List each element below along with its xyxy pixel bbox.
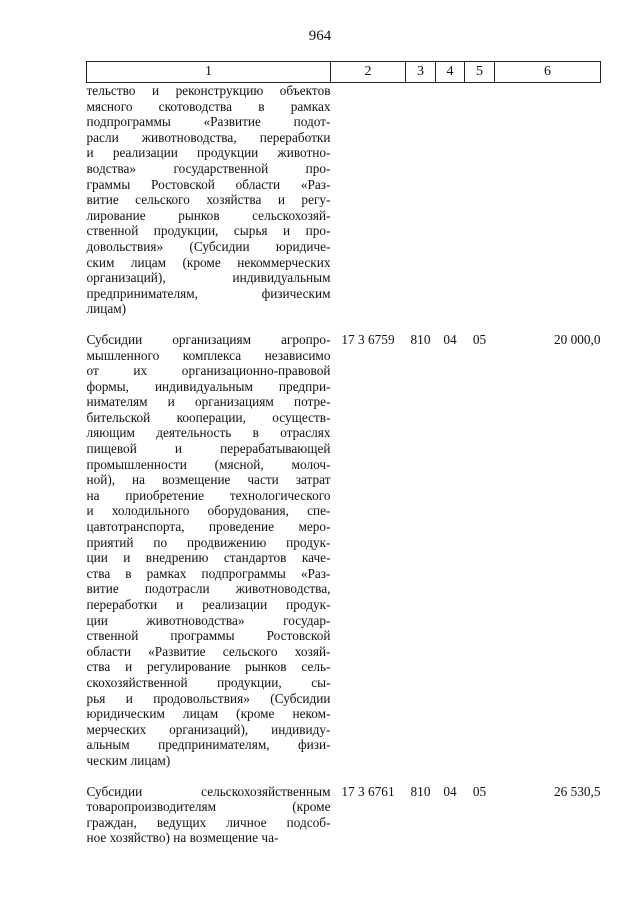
- target-article-code: 17 3 6759: [341, 331, 395, 347]
- description-line: граждан, ведущих личное подсоб-: [86, 814, 331, 830]
- column-header: 3: [406, 62, 436, 83]
- subsection-code: 05: [472, 331, 487, 347]
- description-line: мерческих организаций), индивиду-: [86, 721, 331, 737]
- row-spacer: [87, 769, 601, 784]
- section-code: 04: [443, 331, 457, 347]
- description-line: переработки и реализации продук-: [86, 597, 331, 612]
- description-line: расли животноводства, переработки: [86, 129, 331, 145]
- row-spacer: [87, 317, 601, 332]
- description-line: ной), на возмещение части затрат: [86, 472, 331, 488]
- expense-type-code: 810: [410, 783, 431, 799]
- description-line: ственной программы Ростовской: [86, 628, 331, 644]
- target-article-code: 17 3 6761: [341, 783, 395, 799]
- description-line: на приобретение технологического: [86, 487, 331, 503]
- description-line: организаций), индивидуальным: [86, 270, 331, 286]
- description-line: предпринимателям, физическим: [86, 285, 331, 301]
- description-line: от их организационно-правовой: [86, 363, 331, 379]
- description-line: ции и внедрению стандартов каче-: [86, 550, 331, 566]
- description-line: формы, индивидуальным предпри-: [86, 378, 331, 394]
- column-header: 5: [465, 62, 495, 83]
- table-row: [87, 784, 601, 846]
- description-line: ственной продукции, сырья и про-: [86, 223, 331, 239]
- description-line: витие сельского хозяйства и регу-: [86, 192, 331, 208]
- description-line: лицам): [86, 301, 127, 317]
- description-line: скохозяйственной продукции, сы-: [86, 674, 331, 690]
- page-number: 964: [308, 28, 332, 44]
- description-line: граммы Ростовской области «Раз-: [86, 176, 331, 192]
- section-code: 04: [443, 783, 457, 799]
- description-line: области «Развитие сельского хозяй-: [86, 643, 331, 659]
- description-line: приятий по продвижению продук-: [86, 534, 331, 550]
- description-line: Субсидии организациям агропро-: [86, 331, 331, 347]
- subsection-code: 05: [472, 783, 487, 799]
- table-header-row: [87, 62, 601, 83]
- amount-value: 26 530,5: [553, 783, 601, 799]
- description-line: довольствия» (Субсидии юридиче-: [86, 238, 331, 254]
- description-line: и реализации продукции животно-: [86, 145, 331, 161]
- description-line: мясного скотоводства в рамках: [86, 98, 331, 114]
- description-line: промышленности (мясной, молоч-: [86, 456, 331, 472]
- description-line: ским лицам (кроме некоммерческих: [86, 254, 331, 270]
- description-line: нимателям и организациям потре-: [86, 394, 331, 410]
- expense-type-code: [406, 83, 436, 317]
- row-description: [87, 83, 331, 317]
- table-row: [87, 83, 601, 317]
- description-line: юридическим лицам (кроме неком-: [86, 706, 331, 722]
- description-line: товаропроизводителям (кроме: [86, 799, 331, 815]
- description-line: ческим лицам): [86, 752, 171, 768]
- column-header: 1: [87, 62, 331, 83]
- column-header: 2: [331, 62, 406, 83]
- description-line: и холодильного оборудования, спе-: [86, 503, 331, 519]
- row-description: [87, 784, 331, 846]
- amount-value: [495, 83, 601, 317]
- description-line: рья и продовольствия» (Субсидии: [86, 690, 331, 706]
- description-line: ное хозяйство) на возмещение ча-: [86, 830, 279, 846]
- description-line: ства в рамках подпрограммы «Раз-: [86, 565, 331, 581]
- subsection-code: [465, 83, 495, 317]
- description-line: бительской кооперации, осуществ-: [86, 409, 331, 425]
- description-line: ции животноводства» государ-: [86, 612, 331, 628]
- row-description: [87, 332, 331, 769]
- description-line: альным предпринимателям, физи-: [86, 737, 331, 753]
- description-line: лирование рынков сельскохозяй-: [86, 207, 331, 223]
- description-line: ляющим деятельность в отраслях: [86, 425, 331, 441]
- budget-table: [86, 61, 601, 846]
- description-line: мышленного комплекса независимо: [86, 347, 331, 363]
- column-header: 6: [495, 62, 601, 83]
- description-line: пищевой и перерабатывающей: [86, 441, 331, 457]
- description-line: Субсидии сельскохозяйственным: [86, 783, 331, 799]
- section-code: [436, 83, 465, 317]
- description-line: цавтотранспорта, проведение меро-: [86, 519, 331, 535]
- target-article-code: [331, 83, 406, 317]
- description-line: витие подотрасли животноводства,: [86, 581, 331, 597]
- description-line: подпрограммы «Развитие подот-: [86, 114, 331, 130]
- expense-type-code: 810: [410, 331, 431, 347]
- table-row: [87, 332, 601, 769]
- column-header: 4: [436, 62, 465, 83]
- description-line: ства и регулирование рынков сель-: [86, 659, 331, 675]
- description-line: водства» государственной про-: [86, 160, 331, 176]
- description-line: тельство и реконструкцию объектов: [86, 83, 331, 98]
- amount-value: 20 000,0: [553, 331, 601, 347]
